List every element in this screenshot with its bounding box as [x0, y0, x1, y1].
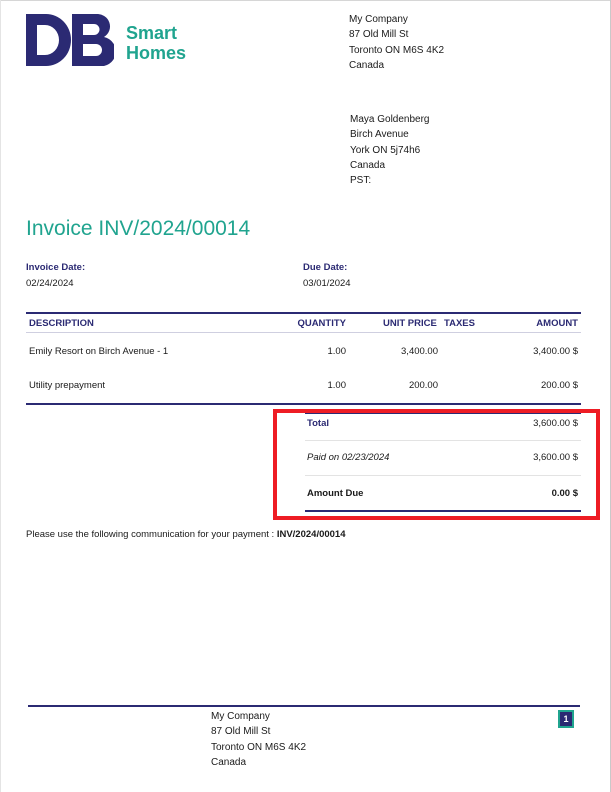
company-country: Canada — [349, 59, 385, 71]
brand-name-line2: Homes — [126, 43, 187, 63]
company-city: Toronto ON M6S 4K2 — [349, 44, 445, 56]
paid-value: 3,600.00 $ — [533, 452, 578, 463]
row-quantity: 1.00 — [327, 380, 346, 391]
communication-text: Please use the following communication for your payment : — [26, 529, 277, 540]
due-date-value: 03/01/2024 — [303, 278, 351, 289]
col-header-quantity: QUANTITY — [297, 318, 346, 329]
communication-reference: INV/2024/00014 — [276, 529, 346, 540]
customer-address — [350, 112, 430, 188]
row-unit-price: 3,400.00 — [401, 346, 438, 357]
customer-street: Birch Avenue — [350, 129, 409, 141]
row-description: Emily Resort on Birch Avenue - 1 — [29, 346, 169, 357]
paid-label: Paid on 02/23/2024 — [307, 452, 390, 463]
customer-tax-id: PST: — [350, 175, 372, 187]
col-header-description: DESCRIPTION — [29, 318, 94, 329]
payment-communication — [26, 529, 346, 541]
customer-name: Maya Goldenberg — [350, 114, 430, 125]
total-value: 3,600.00 $ — [533, 418, 578, 429]
invoice-date-label: Invoice Date: — [26, 262, 86, 273]
table-bottom-rule — [26, 403, 581, 405]
footer-street: 87 Old Mill St — [211, 726, 271, 738]
row-unit-price: 200.00 — [408, 380, 438, 391]
col-header-unit-price: UNIT PRICE — [383, 318, 437, 329]
footer-rule — [28, 705, 580, 707]
page-edge-top — [0, 0, 611, 1]
due-date-label: Due Date: — [303, 262, 348, 273]
company-name: My Company — [349, 14, 408, 25]
amount-due-value: 0.00 $ — [551, 488, 578, 499]
row-description: Utility prepayment — [29, 380, 106, 391]
amount-due-label: Amount Due — [307, 488, 364, 499]
total-label: Total — [307, 418, 329, 429]
row-amount: 3,400.00 $ — [533, 346, 578, 357]
footer-company-name: My Company — [211, 711, 270, 722]
page-edge-left — [0, 0, 1, 792]
footer-country: Canada — [211, 756, 247, 768]
invoice-date-value: 02/24/2024 — [26, 278, 74, 289]
footer-city: Toronto ON M6S 4K2 — [211, 741, 307, 753]
brand-name-line1: Smart — [126, 23, 178, 43]
customer-country: Canada — [350, 159, 386, 171]
brand-name — [126, 23, 186, 63]
col-header-amount: AMOUNT — [536, 318, 578, 329]
customer-city: York ON 5j74h6 — [350, 144, 421, 156]
row-amount: 200.00 $ — [541, 380, 578, 391]
table-top-rule — [26, 312, 581, 314]
invoice-title: Invoice INV/2024/00014 — [26, 217, 251, 240]
page-number: 1 — [558, 710, 574, 728]
db-logo-icon — [26, 14, 114, 66]
row-quantity: 1.00 — [327, 346, 346, 357]
company-street: 87 Old Mill St — [349, 29, 409, 41]
col-header-taxes: TAXES — [444, 318, 475, 329]
table-header-divider — [26, 332, 581, 333]
footer-address — [211, 709, 306, 770]
company-address — [349, 12, 444, 73]
company-logo — [26, 14, 206, 70]
totals-highlight-box — [273, 409, 600, 520]
